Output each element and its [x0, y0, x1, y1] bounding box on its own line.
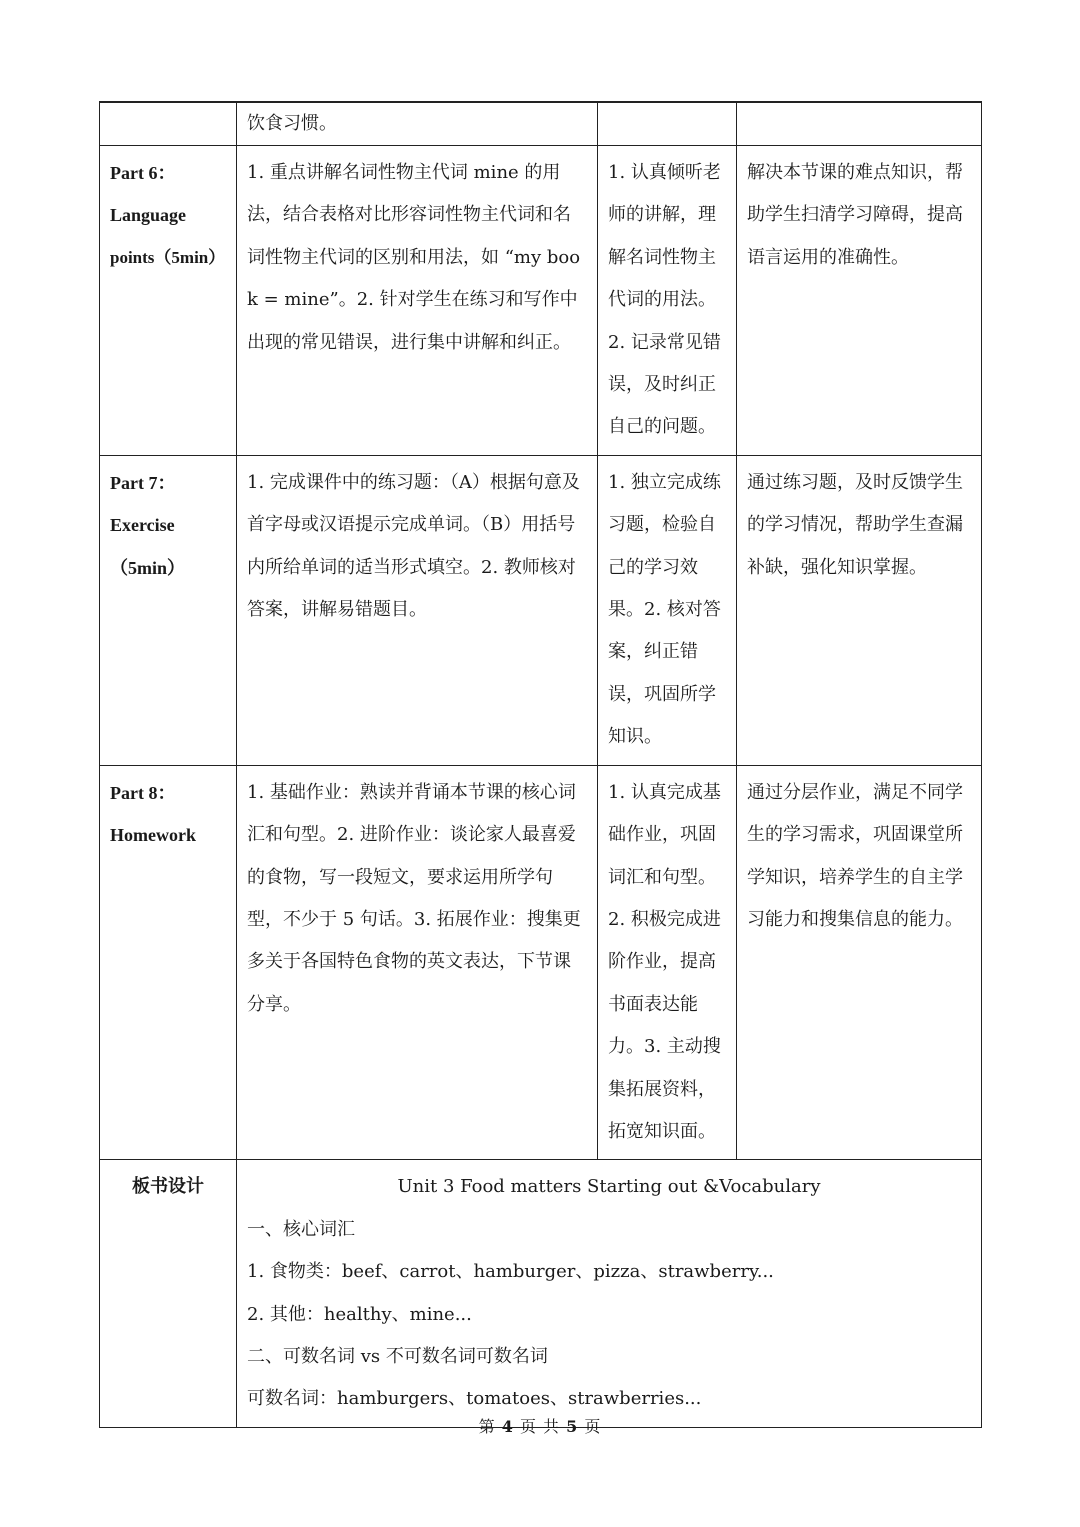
part-cell: [100, 765, 237, 1160]
part-name: Exercise: [110, 515, 175, 536]
part-cell: [100, 455, 237, 765]
part-cell: [100, 146, 237, 456]
board-line: 二、可数名词 vs 不可数名词可数名词: [247, 1345, 548, 1367]
part-title: Part 8：: [110, 782, 176, 803]
teacher-activity-cell: 1. 完成课件中的练习题：（A）根据句意及首字母或汉语提示完成单词。（B）用括号内所给单词的适当形式填空。2. 教师核对答案，讲解易错题目。: [237, 455, 598, 765]
table-row: [100, 102, 982, 146]
part-duration: （5min）: [110, 557, 186, 578]
table-row: [100, 765, 982, 1160]
current-page-number: 4: [501, 1417, 514, 1436]
part-title: Part 7：: [110, 472, 176, 493]
part-name: Language: [110, 205, 187, 226]
student-activity-cell: 1. 独立完成练习题，检验自己的学习效果。2. 核对答案，纠正错误，巩固所学知识。: [598, 455, 737, 765]
table-row: [100, 1160, 982, 1427]
page-footer: [0, 1414, 1080, 1437]
purpose-cell: 解决本节课的难点知识，帮助学生扫清学习障碍，提高语言运用的准确性。: [737, 146, 982, 456]
board-title: Unit 3 Food matters Starting out &Vocabulary: [397, 1176, 821, 1198]
table-row: [100, 146, 982, 456]
student-activity-cell: 1. 认真完成基础作业，巩固词汇和句型。2. 积极完成进阶作业，提高书面表达能力。3. 主动搜集拓展资料，拓宽知识面。: [598, 765, 737, 1160]
board-line: 可数名词：hamburgers、tomatoes、strawberries...: [247, 1388, 702, 1410]
teacher-activity-cell: 饮食习惯。: [237, 102, 598, 146]
teacher-activity-cell: 1. 基础作业：熟读并背诵本节课的核心词汇和句型。2. 进阶作业：谈论家人最喜爱的食物，写一段短文，要求运用所学句型，不少于 5 句话。3. 拓展作业：搜集更多关于各国特色食物的英文表达，下节课分享。: [237, 765, 598, 1160]
footer-suffix: 页: [584, 1417, 602, 1436]
footer-middle: 页 共: [519, 1417, 561, 1436]
footer-prefix: 第: [478, 1417, 496, 1436]
board-design-label: 板书设计: [100, 1160, 237, 1427]
board-line: 一、核心词汇: [247, 1218, 355, 1240]
student-activity-cell: 1. 认真倾听老师的讲解，理解名词性物主代词的用法。2. 记录常见错误，及时纠正自己的问题。: [598, 146, 737, 456]
lesson-plan-table: [99, 101, 982, 1428]
board-line: 1. 食物类：beef、carrot、hamburger、pizza、strawberry...: [247, 1261, 774, 1283]
student-activity-cell: [598, 102, 737, 146]
part-duration: points（5min）: [110, 247, 226, 267]
part-name: Homework: [110, 825, 196, 846]
board-line: 2. 其他：healthy、mine...: [247, 1303, 472, 1325]
purpose-cell: 通过练习题，及时反馈学生的学习情况，帮助学生查漏补缺，强化知识掌握。: [737, 455, 982, 765]
board-design-content: [237, 1160, 982, 1427]
teacher-activity-cell: 1. 重点讲解名词性物主代词 mine 的用法，结合表格对比形容词性物主代词和名词性物主代词的区别和用法，如 “my book = mine”。2. 针对学生在练习和写作中出现的常见错误，进行集中讲解和纠正。: [237, 146, 598, 456]
total-page-number: 5: [566, 1417, 579, 1436]
purpose-cell: [737, 102, 982, 146]
purpose-cell: 通过分层作业，满足不同学生的学习需求，巩固课堂所学知识，培养学生的自主学习能力和搜集信息的能力。: [737, 765, 982, 1160]
table-row: [100, 455, 982, 765]
part-cell: [100, 102, 237, 146]
part-title: Part 6：: [110, 163, 176, 183]
